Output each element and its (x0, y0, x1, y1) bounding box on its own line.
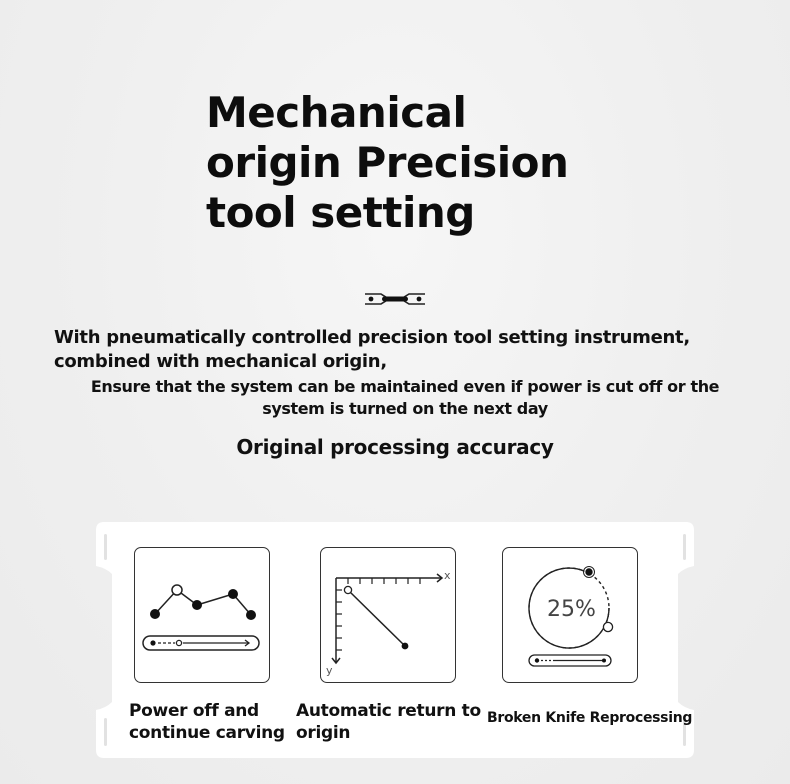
feature-card-power-off (134, 547, 270, 683)
caption-power-off: Power off and continue carving (129, 701, 285, 743)
intro-line-2: combined with mechanical origin, (54, 351, 387, 372)
y-axis-label: y (326, 664, 333, 677)
title-line-2: origin Precision (206, 138, 569, 187)
title-line-3: tool setting (206, 188, 475, 237)
progress-percent-label: 25% (547, 597, 596, 622)
caption-return-origin: Automatic return to origin (296, 701, 481, 743)
intro-line-1: With pneumatically controlled precision tool setting instrument, (54, 327, 690, 348)
title-line-1: Mechanical (206, 88, 467, 137)
caption-broken-knife: Broken Knife Reprocessing (487, 710, 693, 726)
features-panel (96, 522, 694, 758)
page-title (206, 88, 626, 238)
x-axis-label: x (444, 569, 451, 582)
axis-return-icon (321, 548, 457, 684)
feature-card-broken-knife (502, 547, 638, 683)
feature-card-return-origin (320, 547, 456, 683)
ensure-text: Ensure that the system can be maintained even if power is cut off or the system is turned on the next day (90, 377, 720, 418)
line-chart-progress-icon (135, 548, 271, 684)
accuracy-heading: Original processing accuracy (236, 435, 554, 459)
circular-progress-icon (503, 548, 639, 684)
connector-divider-icon (363, 286, 427, 312)
